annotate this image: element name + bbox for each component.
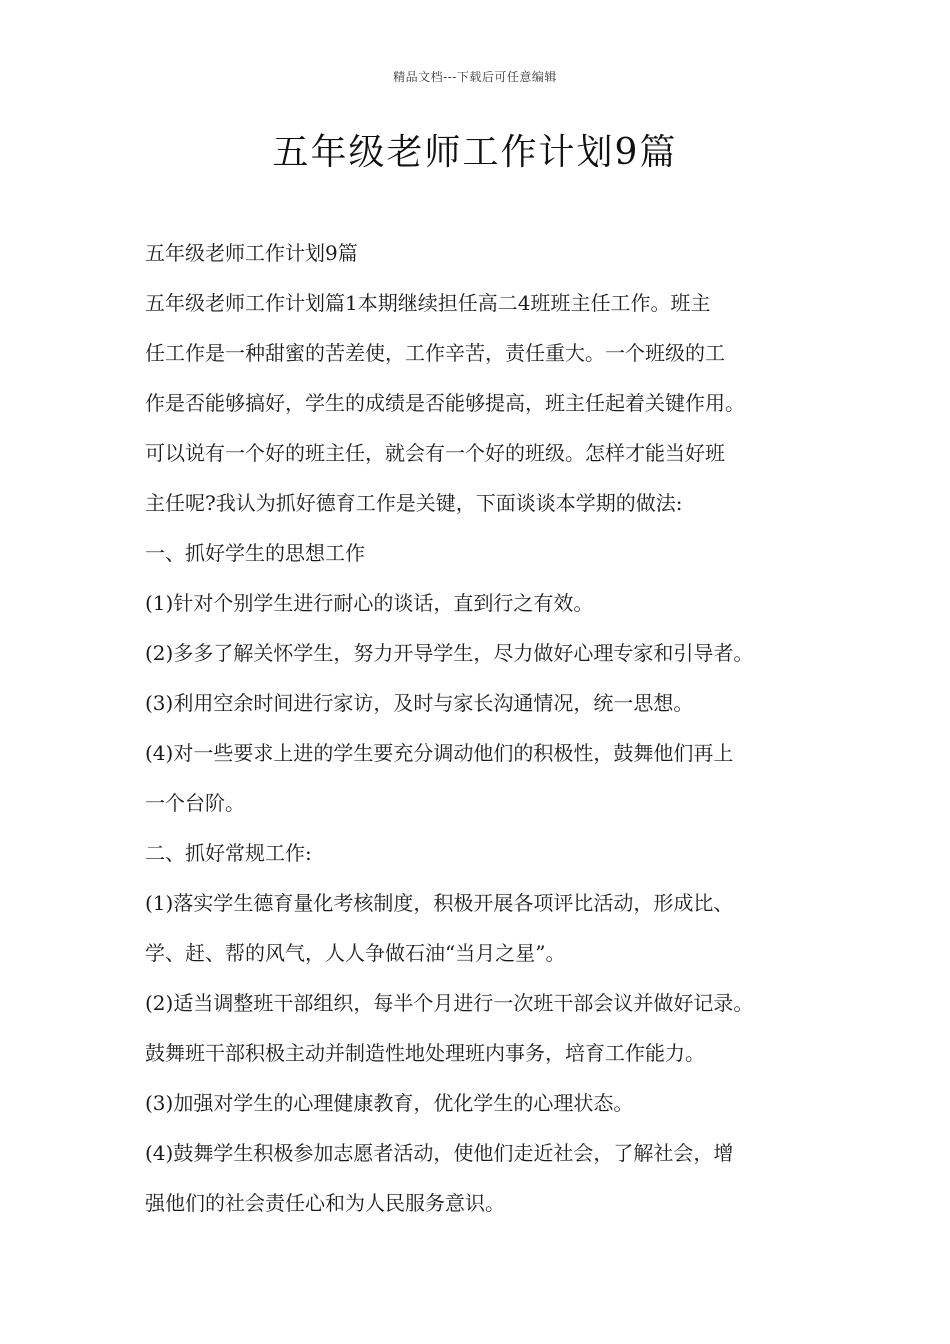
body-paragraph-line: 任工作是一种甜蜜的苦差使，工作辛苦，责任重大。一个班级的工 [145,341,725,365]
body-paragraph-line: 主任呢?我认为抓好德育工作是关键，下面谈谈本学期的做法: [145,491,683,515]
list-item-line: (2)多多了解关怀学生，努力开导学生，尽力做好心理专家和引导者。 [145,641,754,665]
section-heading-1: 一、抓好学生的思想工作 [145,541,365,565]
list-item-line: (4)鼓舞学生积极参加志愿者活动，使他们走近社会，了解社会，增 [145,1141,734,1165]
list-item-line: 一个台阶。 [145,791,245,815]
section-heading-2: 二、抓好常规工作: [145,841,312,865]
body-paragraph-line: 作是否能够搞好，学生的成绩是否能够提高，班主任起着关键作用。 [145,391,745,415]
list-item-line: (3)利用空余时间进行家访，及时与家长沟通情况，统一思想。 [145,691,694,715]
body-paragraph-line: 可以说有一个好的班主任，就会有一个好的班级。怎样才能当好班 [145,441,725,465]
list-item-line: (4)对一些要求上进的学生要充分调动他们的积极性，鼓舞他们再上 [145,741,734,765]
list-item-line: (1)针对个别学生进行耐心的谈话，直到行之有效。 [145,591,594,615]
document-title: 五年级老师工作计划9篇 [272,132,678,173]
document-body [145,228,825,1228]
list-item-line: 鼓舞班干部积极主动并制造性地处理班内事务，培育工作能力。 [145,1041,705,1065]
body-subtitle-line: 五年级老师工作计划9篇 [145,241,358,265]
list-item-line: (2)适当调整班干部组织，每半个月进行一次班干部会议并做好记录。 [145,991,754,1015]
body-paragraph-line: 五年级老师工作计划篇1本期继续担任高二4班班主任工作。班主 [145,291,711,315]
list-item-line: 强他们的社会责任心和为人民服务意识。 [145,1191,505,1215]
list-item-line: 学、赶、帮的风气，人人争做石油“当月之星”。 [145,941,566,965]
header-note: 精品文档---下载后可任意编辑 [393,70,557,84]
list-item-line: (3)加强对学生的心理健康教育，优化学生的心理状态。 [145,1091,634,1115]
list-item-line: (1)落实学生德育量化考核制度，积极开展各项评比活动，形成比、 [145,891,734,915]
